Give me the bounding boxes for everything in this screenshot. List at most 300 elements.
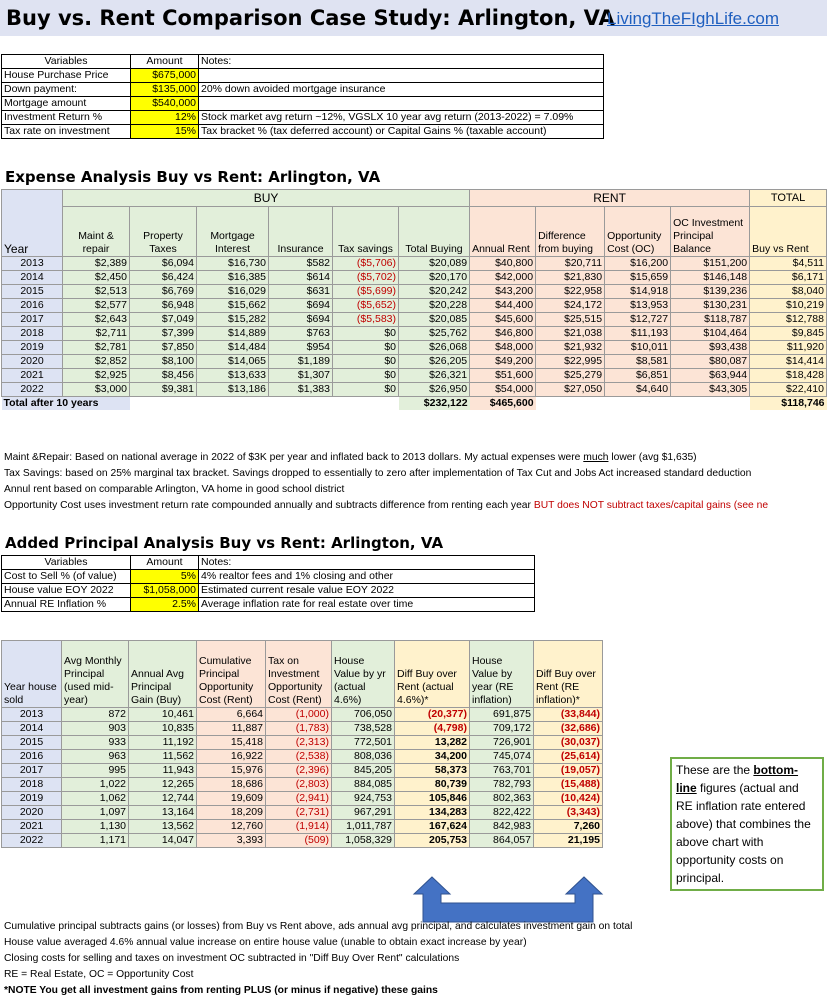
value-cell: $9,845 [750,327,827,341]
value-cell: $16,029 [197,285,269,299]
value-cell: 11,562 [129,750,197,764]
year-cell: 2019 [2,341,63,355]
column-header-row [2,207,827,257]
header-cell: House Value by yr (actual 4.6%) [332,641,395,708]
value-cell: $4,511 [750,257,827,271]
label-cell: Tax rate on investment [2,125,131,139]
expense-table [1,189,827,410]
value-cell: (32,686) [534,722,603,736]
value-cell: $15,659 [605,271,671,285]
value-cell: 842,983 [470,820,534,834]
note-line: *NOTE You get all investment gains from renting PLUS (or minus if negative) these gains [4,985,438,996]
value-cell[interactable]: $675,000 [131,69,199,83]
value-cell: $14,414 [750,355,827,369]
value-cell: 738,528 [332,722,395,736]
principal-variables-table [1,555,535,612]
value-cell: (2,941) [266,792,332,806]
value-cell: $21,932 [536,341,605,355]
principal-analysis-table [1,640,603,848]
note-line: Closing costs for selling and taxes on investment OC subtracted in "Diff Buy Over Rent" calculations [4,953,460,964]
value-cell: $1,383 [269,383,333,397]
value-cell: $15,282 [197,313,269,327]
value-cell[interactable]: 15% [131,125,199,139]
group-header-row [2,190,827,207]
note-cell: Tax bracket % (tax deferred account) or Capital Gains % (taxable account) [199,125,604,139]
value-cell: 1,062 [62,792,129,806]
value-cell: 782,793 [470,778,534,792]
value-cell: 709,172 [470,722,534,736]
value-cell: $8,581 [605,355,671,369]
footer-notes [4,919,632,999]
group-rent: RENT [470,190,750,207]
table-row [2,271,827,285]
header-cell: Amount [131,556,199,570]
value-cell[interactable]: 12% [131,111,199,125]
table-row [2,736,603,750]
value-cell: $6,769 [130,285,197,299]
value-cell: $4,640 [605,383,671,397]
value-cell: (25,614) [534,750,603,764]
value-cell: (2,396) [266,764,332,778]
value-cell: 134,283 [395,806,470,820]
value-cell: (30,037) [534,736,603,750]
value-cell: 933 [62,736,129,750]
callout-text: These are the [676,763,754,777]
value-cell: $20,711 [536,257,605,271]
value-cell: $27,050 [536,383,605,397]
value-cell: 12,744 [129,792,197,806]
label-cell: Down payment: [2,83,131,97]
value-cell: $631 [269,285,333,299]
value-cell: $43,200 [470,285,536,299]
value-cell: $45,600 [470,313,536,327]
value-cell: 19,609 [197,792,266,806]
header-cell: OC Investment Principal Balance [671,207,750,257]
value-cell: 822,422 [470,806,534,820]
value-cell: (15,488) [534,778,603,792]
value-cell: 11,943 [129,764,197,778]
header-cell: House Value by year (RE inflation) [470,641,534,708]
bottom-line-callout [670,757,824,891]
value-cell: $9,381 [130,383,197,397]
table-row [2,570,535,584]
value-cell: $14,065 [197,355,269,369]
year-cell: 2020 [2,806,62,820]
value-cell: 845,205 [332,764,395,778]
expense-section-title: Expense Analysis Buy vs Rent: Arlington, VA [5,168,381,186]
value-cell: $20,089 [399,257,470,271]
table-row [2,806,603,820]
expense-notes [4,450,768,514]
value-cell: $763 [269,327,333,341]
value-cell: $7,399 [130,327,197,341]
total-label: Total after 10 years [2,397,130,411]
header-cell: Variables [2,556,131,570]
value-cell: $20,085 [399,313,470,327]
value-cell[interactable]: 2.5% [131,598,199,612]
year-cell: 2022 [2,834,62,848]
value-cell: 1,022 [62,778,129,792]
value-cell: (10,424) [534,792,603,806]
table-row [2,750,603,764]
note-line: RE = Real Estate, OC = Opportunity Cost [4,969,194,980]
value-cell: 11,887 [197,722,266,736]
spacer [536,397,750,411]
value-cell: 963 [62,750,129,764]
group-total: TOTAL [750,190,827,207]
header-cell: Maint & repair [63,207,130,257]
header-cell: Tax savings [333,207,399,257]
value-cell: $51,600 [470,369,536,383]
table-row [2,69,604,83]
year-cell: 2017 [2,313,63,327]
value-cell: 12,265 [129,778,197,792]
value-cell: 1,011,787 [332,820,395,834]
value-cell: 1,130 [62,820,129,834]
note-cell: Estimated current resale value EOY 2022 [199,584,535,598]
value-cell: 3,393 [197,834,266,848]
value-cell: ($5,652) [333,299,399,313]
value-cell: $6,948 [130,299,197,313]
value-cell: 15,418 [197,736,266,750]
note-emphasis: much [583,452,609,463]
value-cell: $12,788 [750,313,827,327]
header-cell: Buy vs Rent [750,207,827,257]
callout-text: figures (actual and RE inflation rate entered above) that combines the above chart with opportunity costs on principal. [676,781,811,885]
value-cell: 802,363 [470,792,534,806]
value-cell: 10,835 [129,722,197,736]
value-cell: 13,562 [129,820,197,834]
value-cell: $6,171 [750,271,827,285]
value-cell: 18,686 [197,778,266,792]
year-cell: 2018 [2,778,62,792]
value-cell: $20,170 [399,271,470,285]
note-text: Opportunity Cost uses investment return rate compounded annually and subtracts difference from renting each year [4,500,534,511]
value-cell: $2,389 [63,257,130,271]
value-cell: $0 [333,355,399,369]
value-cell: $582 [269,257,333,271]
table-row [2,778,603,792]
year-cell: 2017 [2,764,62,778]
table-row [2,299,827,313]
value-cell: $3,000 [63,383,130,397]
value-cell: $20,242 [399,285,470,299]
value-cell: (509) [266,834,332,848]
value-cell: $26,950 [399,383,470,397]
value-cell: 884,085 [332,778,395,792]
label-cell: House Purchase Price [2,69,131,83]
value-cell: 21,195 [534,834,603,848]
value-cell: $21,038 [536,327,605,341]
label-cell: House value EOY 2022 [2,584,131,598]
total-buy: $232,122 [399,397,470,411]
value-cell: $21,830 [536,271,605,285]
value-cell: 903 [62,722,129,736]
value-cell: $13,633 [197,369,269,383]
value-cell: (19,057) [534,764,603,778]
header-cell: Diff Buy over Rent (RE inflation)* [534,641,603,708]
note-cell: 4% realtor fees and 1% closing and other [199,570,535,584]
header-year: Year [2,190,63,257]
value-cell: $14,484 [197,341,269,355]
label-cell: Mortgage amount [2,97,131,111]
value-cell: 995 [62,764,129,778]
note-text: Maint &Repair: Based on national average in 2022 of $3K per year and inflated back to 2013 dollars. My actual expenses were [4,452,584,463]
value-cell: $18,428 [750,369,827,383]
value-cell: $0 [333,341,399,355]
note-line: House value averaged 4.6% annual value increase on entire house value (unable to obtain exact increase by year) [4,937,527,948]
value-cell: $6,094 [130,257,197,271]
value-cell: (2,313) [266,736,332,750]
year-cell: 2015 [2,285,63,299]
value-cell: $139,236 [671,285,750,299]
header-cell: Opportunity Cost (OC) [605,207,671,257]
value-cell: $22,958 [536,285,605,299]
note-cell [199,69,604,83]
value-cell: $2,781 [63,341,130,355]
value-cell: (2,731) [266,806,332,820]
note-text: lower (avg $1,635) [608,452,697,463]
table-row [2,285,827,299]
table-row [2,598,535,612]
value-cell: $11,920 [750,341,827,355]
year-cell: 2021 [2,820,62,834]
table-row [2,792,603,806]
table-row [2,257,827,271]
header-cell: Annual Avg Principal Gain (Buy) [129,641,197,708]
value-cell: $0 [333,383,399,397]
value-cell: 34,200 [395,750,470,764]
value-cell: (3,343) [534,806,603,820]
value-cell: $26,205 [399,355,470,369]
table-header-row [2,556,535,570]
value-cell: $16,730 [197,257,269,271]
year-cell: 2016 [2,299,63,313]
value-cell: $6,424 [130,271,197,285]
table-row [2,83,604,97]
principal-section-title: Added Principal Analysis Buy vs Rent: Arlington, VA [5,534,444,552]
value-cell: $26,321 [399,369,470,383]
value-cell: $8,100 [130,355,197,369]
header-cell: Diff Buy over Rent (actual 4.6%)* [395,641,470,708]
note-cell: 20% down avoided mortgage insurance [199,83,604,97]
table-row [2,369,827,383]
value-cell: $13,953 [605,299,671,313]
value-cell: 1,171 [62,834,129,848]
site-link[interactable]: LivingTheFIghLife.com [607,9,779,28]
value-cell: $16,385 [197,271,269,285]
variables-table [1,54,604,139]
header-cell: Notes: [199,55,604,69]
value-cell: $0 [333,327,399,341]
value-cell: 808,036 [332,750,395,764]
year-cell: 2013 [2,708,62,722]
value-cell: $2,643 [63,313,130,327]
value-cell: $26,068 [399,341,470,355]
value-cell: $43,305 [671,383,750,397]
value-cell: $11,193 [605,327,671,341]
value-cell: $12,727 [605,313,671,327]
value-cell: $20,228 [399,299,470,313]
table-row [2,125,604,139]
value-cell: 10,461 [129,708,197,722]
value-cell: $614 [269,271,333,285]
value-cell: 18,209 [197,806,266,820]
value-cell: ($5,706) [333,257,399,271]
value-cell: $954 [269,341,333,355]
value-cell: $694 [269,299,333,313]
value-cell: 13,282 [395,736,470,750]
value-cell: 205,753 [395,834,470,848]
year-cell: 2022 [2,383,63,397]
value-cell: $118,787 [671,313,750,327]
value-cell: $15,662 [197,299,269,313]
page-title: Buy vs. Rent Comparison Case Study: Arlington, VA [6,6,615,30]
label-cell: Annual RE Inflation % [2,598,131,612]
total-diff: $118,746 [750,397,827,411]
value-cell: 7,260 [534,820,603,834]
note-cell: Average inflation rate for real estate over time [199,598,535,612]
value-cell: $130,231 [671,299,750,313]
table-row [2,341,827,355]
callout-emphasis: bottom-line [676,763,799,795]
value-cell: $22,410 [750,383,827,397]
value-cell: 924,753 [332,792,395,806]
value-cell: (20,377) [395,708,470,722]
value-cell: $24,172 [536,299,605,313]
value-cell: $7,049 [130,313,197,327]
header-cell: Variables [2,55,131,69]
value-cell: $104,464 [671,327,750,341]
note-line: Tax Savings: based on 25% marginal tax bracket. Savings dropped to essentially to zero after implementation of Tax Cut and Jobs Act increased standard deduction [4,468,752,479]
table-row [2,111,604,125]
header-cell: Cumulative Principal Opportunity Cost (Rent) [197,641,266,708]
year-cell: 2020 [2,355,63,369]
year-cell: 2014 [2,271,63,285]
value-cell: $25,762 [399,327,470,341]
value-cell[interactable]: $1,058,000 [131,584,199,598]
total-row [2,397,827,411]
header-cell: Insurance [269,207,333,257]
header-cell: Property Taxes [130,207,197,257]
value-cell: ($5,699) [333,285,399,299]
group-buy: BUY [63,190,470,207]
note-cell: Stock market avg return ~12%, VGSLX 10 year avg return (2013-2022) = 7.09% [199,111,604,125]
value-cell: 1,097 [62,806,129,820]
value-cell: $13,186 [197,383,269,397]
value-cell: $8,040 [750,285,827,299]
value-cell: $2,577 [63,299,130,313]
value-cell: $2,711 [63,327,130,341]
value-cell[interactable]: $540,000 [131,97,199,111]
note-line [4,498,768,514]
year-cell: 2016 [2,750,62,764]
table-header-row [2,55,604,69]
table-row [2,313,827,327]
value-cell: 58,373 [395,764,470,778]
table-row [2,97,604,111]
value-cell: $6,851 [605,369,671,383]
value-cell: $7,850 [130,341,197,355]
value-cell: $22,995 [536,355,605,369]
value-cell: 16,922 [197,750,266,764]
value-cell: $46,800 [470,327,536,341]
value-cell: (1,000) [266,708,332,722]
value-cell: 6,664 [197,708,266,722]
value-cell: 167,624 [395,820,470,834]
year-cell: 2019 [2,792,62,806]
value-cell: 14,047 [129,834,197,848]
value-cell: (2,538) [266,750,332,764]
header-cell: Mortgage Interest [197,207,269,257]
note-line [4,450,768,466]
value-cell[interactable]: $135,000 [131,83,199,97]
header-cell: Amount [131,55,199,69]
value-cell: $54,000 [470,383,536,397]
value-cell: 967,291 [332,806,395,820]
column-header-row [2,641,603,708]
table-row [2,383,827,397]
value-cell: $80,087 [671,355,750,369]
header-cell: Annual Rent [470,207,536,257]
value-cell: 105,846 [395,792,470,806]
label-cell: Investment Return % [2,111,131,125]
value-cell: 872 [62,708,129,722]
note-line: Cumulative principal subtracts gains (or losses) from Buy vs Rent above, ads annual avg principal, and calculates investment gain on total [4,921,633,932]
value-cell: 706,050 [332,708,395,722]
value-cell: 13,164 [129,806,197,820]
value-cell: (4,798) [395,722,470,736]
value-cell: ($5,702) [333,271,399,285]
value-cell: $2,925 [63,369,130,383]
value-cell: 745,074 [470,750,534,764]
value-cell: $42,000 [470,271,536,285]
table-row [2,584,535,598]
note-line: Annul rent based on comparable Arlington, VA home in good school district [4,484,345,495]
value-cell: (33,844) [534,708,603,722]
value-cell: $16,200 [605,257,671,271]
value-cell: 726,901 [470,736,534,750]
value-cell[interactable]: 5% [131,570,199,584]
value-cell: (1,783) [266,722,332,736]
year-cell: 2021 [2,369,63,383]
table-row [2,722,603,736]
value-cell: 691,875 [470,708,534,722]
value-cell: ($5,583) [333,313,399,327]
note-cell [199,97,604,111]
value-cell: $93,438 [671,341,750,355]
table-row [2,355,827,369]
value-cell: (2,803) [266,778,332,792]
value-cell: $44,400 [470,299,536,313]
total-rent: $465,600 [470,397,536,411]
header-cell: Tax on Investment Opportunity Cost (Rent) [266,641,332,708]
value-cell: $63,944 [671,369,750,383]
table-row [2,708,603,722]
year-cell: 2013 [2,257,63,271]
value-cell: $14,918 [605,285,671,299]
table-row [2,834,603,848]
value-cell: 12,760 [197,820,266,834]
value-cell: 1,058,329 [332,834,395,848]
value-cell: 15,976 [197,764,266,778]
value-cell: $146,148 [671,271,750,285]
note-warning: BUT does NOT subtract taxes/capital gains (see ne [533,500,769,511]
value-cell: 772,501 [332,736,395,750]
header-cell: Difference from buying [536,207,605,257]
value-cell: $151,200 [671,257,750,271]
value-cell: $14,889 [197,327,269,341]
